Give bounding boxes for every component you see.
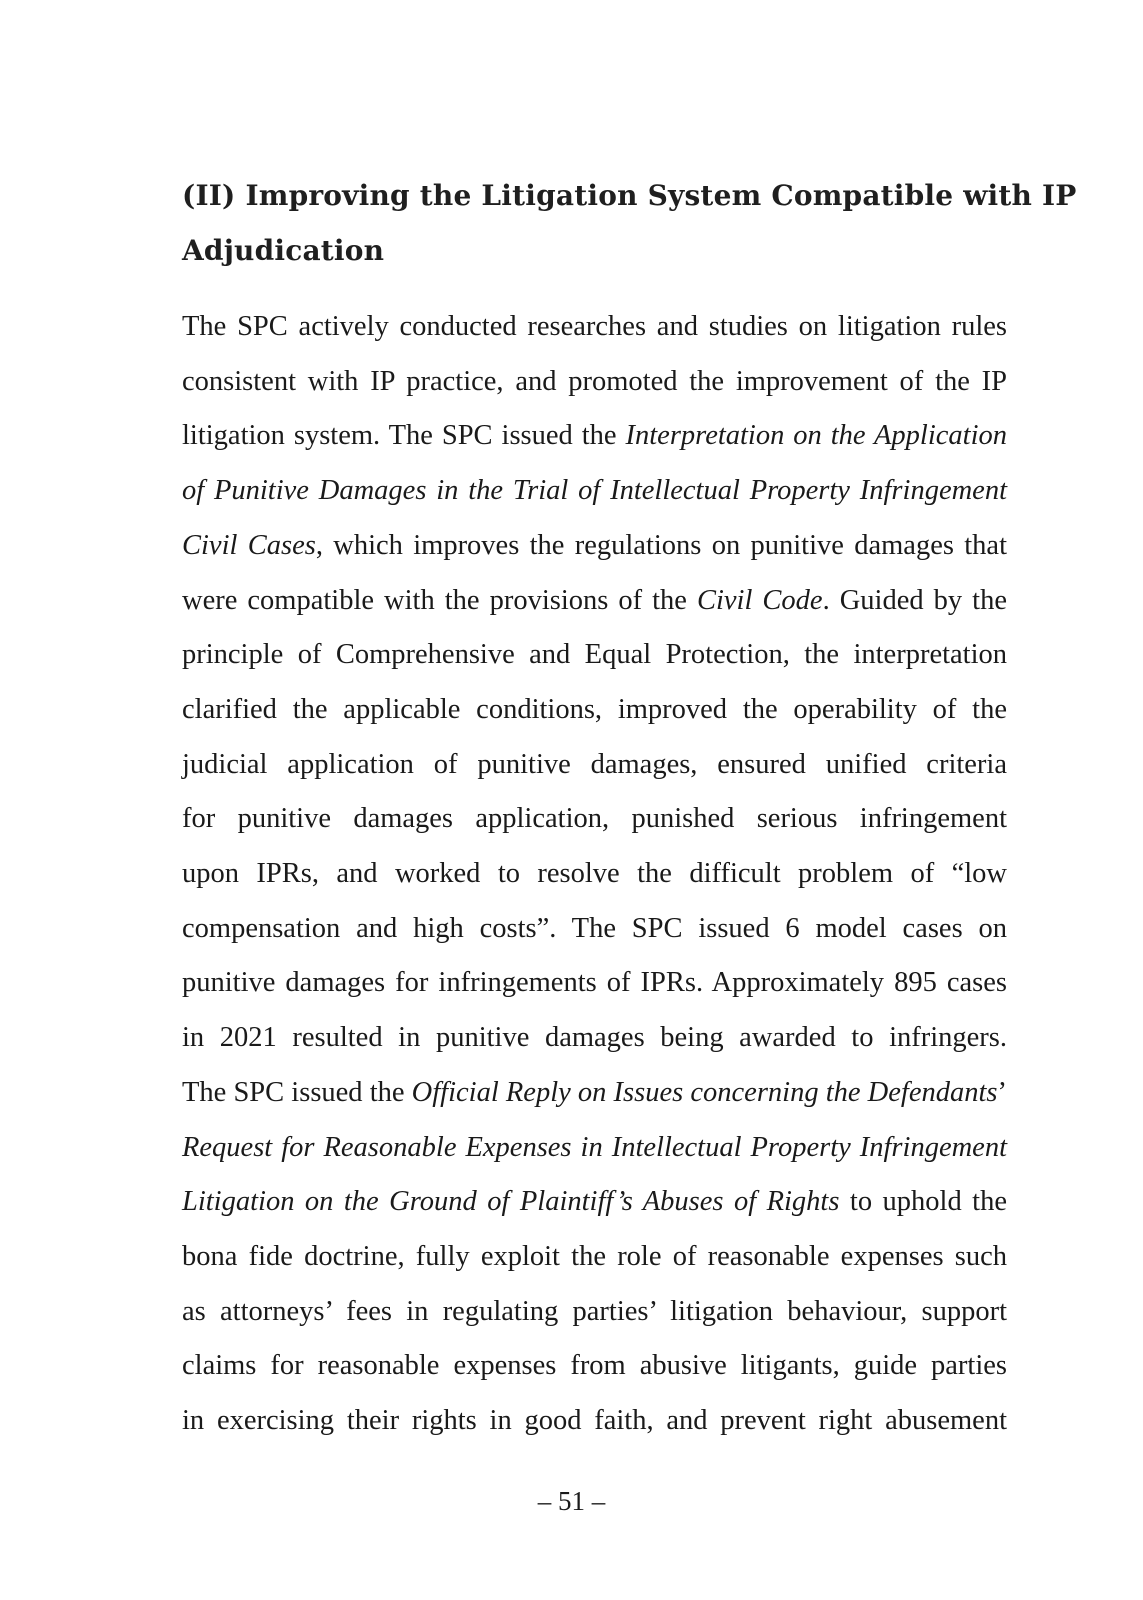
body-line	[182, 574, 1007, 629]
body-text-segment: judicial application of punitive damages, ensured unified criteria	[182, 748, 1007, 780]
body-line	[182, 464, 1007, 519]
body-line	[182, 1230, 1007, 1285]
italic-title-text: Request for Reasonable Expenses in Intellectual Property Infringement	[182, 1131, 1007, 1163]
section-heading	[182, 168, 1077, 278]
body-text-segment: , which improves the regulations on punitive damages that	[315, 529, 1007, 561]
italic-title-text: Official Reply on Issues concerning the Defendants	[411, 1076, 998, 1108]
body-text-segment: compensation and high costs”. The SPC issued 6 model cases on	[182, 912, 1007, 944]
body-line	[182, 683, 1007, 738]
body-text-segment: principle of Comprehensive and Equal Protection, the interpretation	[182, 639, 1007, 671]
body-line	[182, 1394, 1007, 1449]
body-text-segment: in 2021 resulted in punitive damages being awarded to infringers.	[182, 1022, 1007, 1054]
italic-title-text: Civil Code	[696, 584, 823, 616]
body-text-segment: in exercising their rights in good faith, and prevent right abusement	[182, 1405, 1007, 1437]
body-text-segment: The SPC issued the	[182, 1076, 412, 1108]
body-line	[182, 1175, 1007, 1230]
body-text-segment: were compatible with the provisions of the	[182, 584, 697, 616]
body-line	[182, 519, 1007, 574]
body-text-segment: consistent with IP practice, and promoted the improvement of the IP	[182, 365, 1007, 397]
body-text-segment: for punitive damages application, punished serious infringement	[182, 803, 1007, 835]
body-text-segment: ’	[997, 1076, 1007, 1108]
body-line	[182, 847, 1007, 902]
italic-title-text: Litigation on the Ground of Plaintiff’s Abuses of Rights	[182, 1186, 840, 1218]
body-text-segment: to uphold the	[839, 1186, 1008, 1218]
body-text-segment: The SPC actively conducted researches and studies on litigation rules	[182, 311, 1007, 342]
body-line	[182, 738, 1007, 793]
page-number: – 51 –	[537, 1486, 606, 1516]
body-text-segment: upon IPRs, and worked to resolve the difficult problem of “low	[182, 858, 1007, 890]
body-text-segment: as attorneys’ fees in regulating parties’ litigation behaviour, support	[182, 1295, 1007, 1327]
body-line	[182, 628, 1007, 683]
body-line	[182, 792, 1007, 847]
body-text-segment: . Guided by the	[822, 584, 1007, 616]
body-text-segment: bona fide doctrine, fully exploit the role of reasonable expenses such	[182, 1240, 1007, 1272]
section-heading-line-1: (II) Improving the Litigation System Compatible with IP	[182, 179, 1077, 212]
body-line	[182, 1339, 1007, 1394]
body-paragraph	[182, 300, 1007, 1449]
body-line	[182, 300, 1007, 355]
body-line	[182, 355, 1007, 410]
body-text-segment: claims for reasonable expenses from abusive litigants, guide parties	[182, 1350, 1007, 1382]
body-line	[182, 956, 1007, 1011]
body-line	[182, 1066, 1007, 1121]
body-text-segment: clarified the applicable conditions, improved the operability of the	[182, 693, 1007, 725]
italic-title-text: Civil Cases	[182, 529, 316, 561]
body-line	[182, 902, 1007, 957]
body-text-segment: litigation system. The SPC issued the	[182, 420, 626, 452]
body-line	[182, 409, 1007, 464]
italic-title-text: Interpretation on the Application	[625, 420, 1008, 452]
italic-title-text: of Punitive Damages in the Trial of Intellectual Property Infringement	[182, 475, 1007, 507]
section-heading-line-2: Adjudication	[182, 234, 385, 267]
body-line	[182, 1011, 1007, 1066]
body-text-segment: punitive damages for infringements of IPRs. Approximately 895 cases	[182, 967, 1007, 999]
body-line	[182, 1121, 1007, 1176]
body-line	[182, 1285, 1007, 1340]
